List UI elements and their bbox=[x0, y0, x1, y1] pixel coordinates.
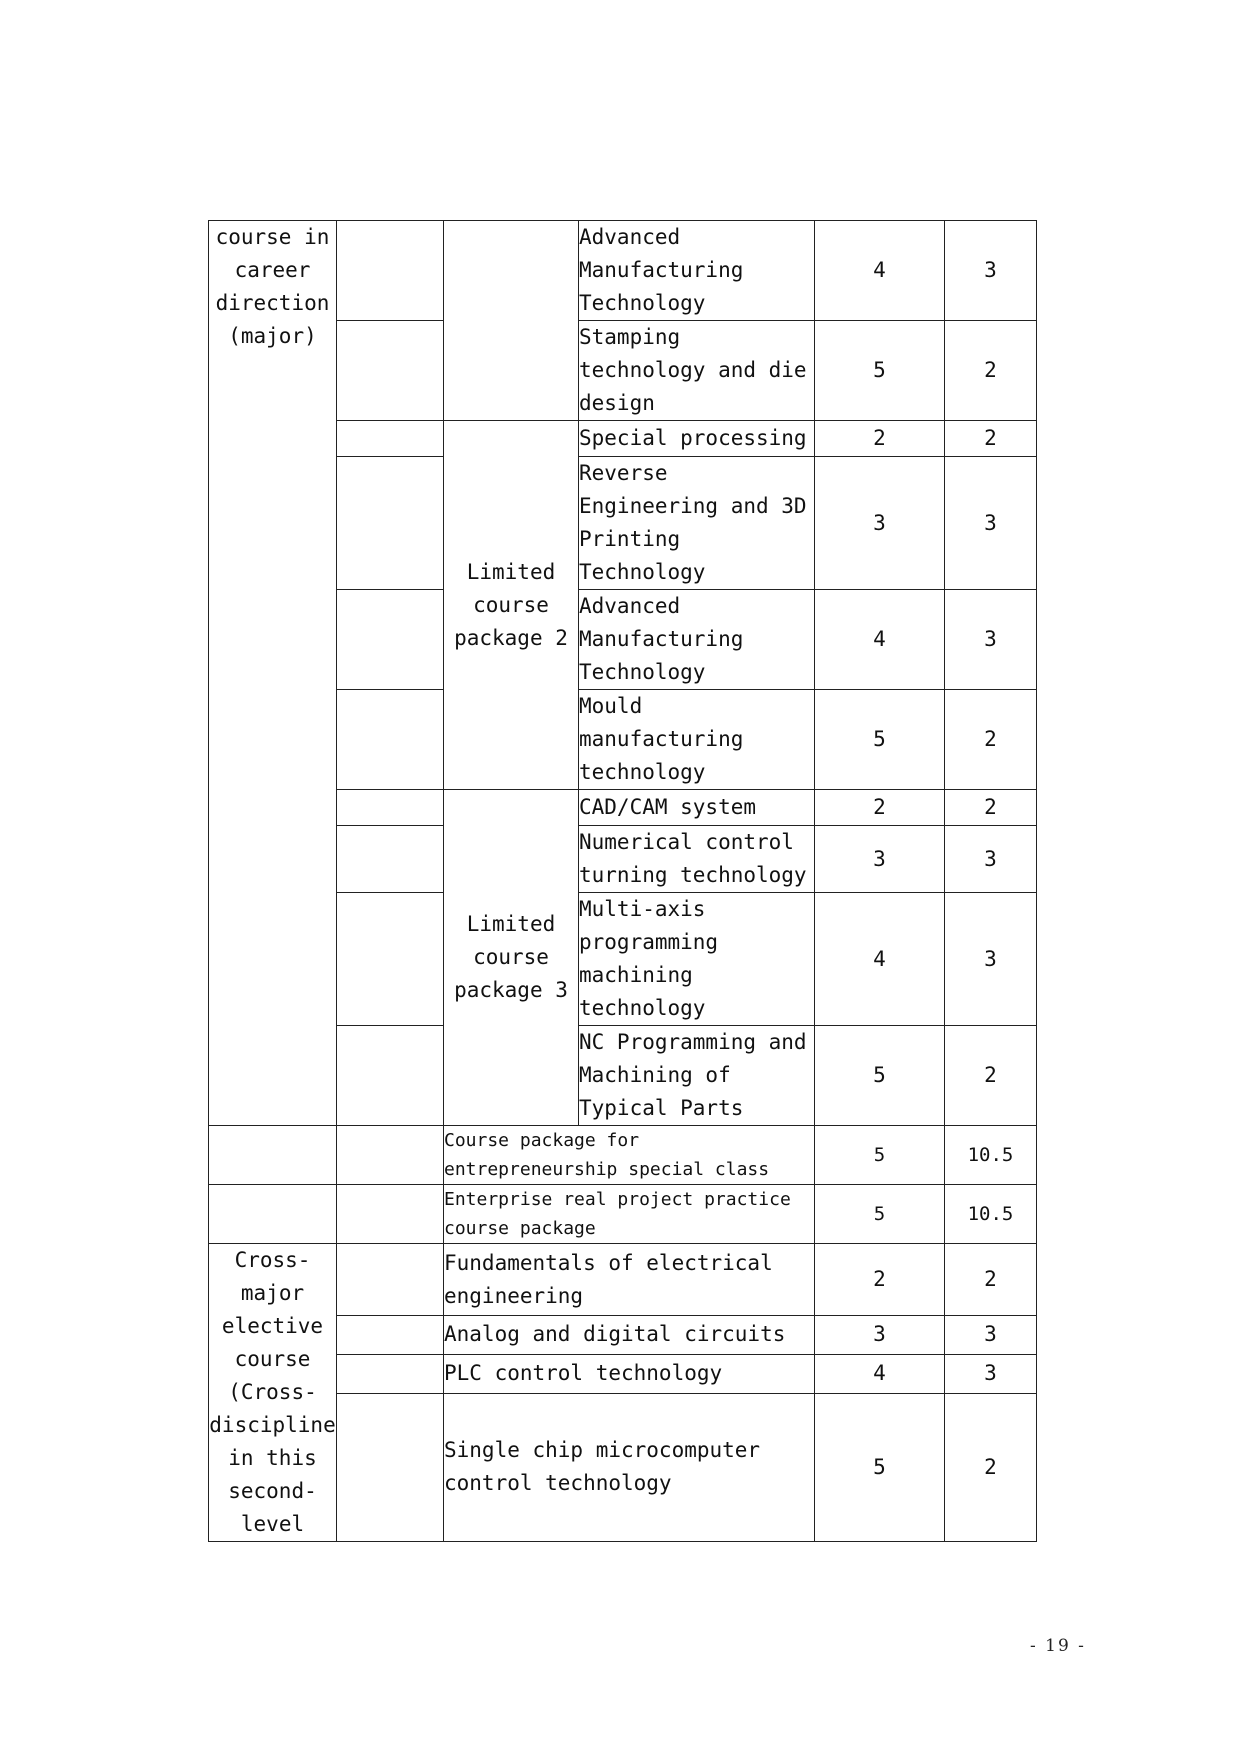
semester-value: 5 bbox=[815, 1026, 945, 1126]
table-row bbox=[209, 221, 1037, 321]
category-cross-major: Cross-major elective course (Cross-discipline in this second-level bbox=[209, 1244, 337, 1542]
semester-value: 5 bbox=[815, 1393, 945, 1541]
empty-cell bbox=[337, 790, 444, 826]
empty-cell bbox=[337, 1185, 444, 1244]
credits-value: 2 bbox=[945, 321, 1037, 421]
package-limited-2: Limited course package 2 bbox=[444, 421, 579, 790]
credits-value: 3 bbox=[945, 1354, 1037, 1393]
course-name: Stamping technology and die design bbox=[579, 321, 815, 421]
semester-value: 2 bbox=[815, 1244, 945, 1316]
credits-value: 2 bbox=[945, 1393, 1037, 1541]
semester-value: 3 bbox=[815, 457, 945, 590]
category-career-direction: course in career direction (major) bbox=[209, 221, 337, 1126]
empty-cell bbox=[337, 1126, 444, 1185]
credits-value: 3 bbox=[945, 893, 1037, 1026]
semester-value: 5 bbox=[815, 1185, 945, 1244]
table-row bbox=[209, 1126, 1037, 1185]
page-number: - 19 - bbox=[1030, 1636, 1086, 1656]
semester-value: 5 bbox=[815, 690, 945, 790]
semester-value: 2 bbox=[815, 790, 945, 826]
semester-value: 4 bbox=[815, 221, 945, 321]
empty-cell bbox=[337, 1316, 444, 1355]
credits-value: 2 bbox=[945, 690, 1037, 790]
empty-cell bbox=[337, 1354, 444, 1393]
course-name: Mould manufacturing technology bbox=[579, 690, 815, 790]
credits-value: 2 bbox=[945, 421, 1037, 457]
empty-cell bbox=[209, 1126, 337, 1185]
credits-value: 3 bbox=[945, 826, 1037, 893]
course-name: NC Programming and Machining of Typical Parts bbox=[579, 1026, 815, 1126]
empty-cell bbox=[337, 690, 444, 790]
credits-value: 3 bbox=[945, 457, 1037, 590]
semester-value: 4 bbox=[815, 893, 945, 1026]
table-row bbox=[209, 1185, 1037, 1244]
course-name: Analog and digital circuits bbox=[444, 1316, 815, 1355]
empty-cell bbox=[337, 321, 444, 421]
course-name: Advanced Manufacturing Technology bbox=[579, 221, 815, 321]
empty-cell bbox=[209, 1185, 337, 1244]
course-name: Enterprise real project practice course package bbox=[444, 1185, 815, 1244]
semester-value: 4 bbox=[815, 1354, 945, 1393]
semester-value: 5 bbox=[815, 321, 945, 421]
credits-value: 3 bbox=[945, 221, 1037, 321]
course-name: Special processing bbox=[579, 421, 815, 457]
course-name: Numerical control turning technology bbox=[579, 826, 815, 893]
table-row bbox=[209, 1244, 1037, 1316]
credits-value: 3 bbox=[945, 1316, 1037, 1355]
semester-value: 5 bbox=[815, 1126, 945, 1185]
empty-cell bbox=[337, 1393, 444, 1541]
empty-cell bbox=[337, 457, 444, 590]
semester-value: 3 bbox=[815, 826, 945, 893]
course-name: CAD/CAM system bbox=[579, 790, 815, 826]
empty-cell bbox=[337, 421, 444, 457]
empty-cell bbox=[444, 221, 579, 421]
credits-value: 2 bbox=[945, 790, 1037, 826]
credits-value: 2 bbox=[945, 1026, 1037, 1126]
empty-cell bbox=[337, 221, 444, 321]
course-name: Fundamentals of electrical engineering bbox=[444, 1244, 815, 1316]
empty-cell bbox=[337, 893, 444, 1026]
credits-value: 2 bbox=[945, 1244, 1037, 1316]
package-limited-3: Limited course package 3 bbox=[444, 790, 579, 1126]
course-table bbox=[208, 220, 1037, 1542]
empty-cell bbox=[337, 826, 444, 893]
empty-cell bbox=[337, 1026, 444, 1126]
course-name: Multi-axis programming machining technology bbox=[579, 893, 815, 1026]
course-name: PLC control technology bbox=[444, 1354, 815, 1393]
semester-value: 3 bbox=[815, 1316, 945, 1355]
course-name: Course package for entrepreneurship special class bbox=[444, 1126, 815, 1185]
course-name: Reverse Engineering and 3D Printing Technology bbox=[579, 457, 815, 590]
credits-value: 10.5 bbox=[945, 1185, 1037, 1244]
empty-cell bbox=[337, 590, 444, 690]
semester-value: 4 bbox=[815, 590, 945, 690]
empty-cell bbox=[337, 1244, 444, 1316]
course-name: Single chip microcomputer control technology bbox=[444, 1393, 815, 1541]
credits-value: 3 bbox=[945, 590, 1037, 690]
credits-value: 10.5 bbox=[945, 1126, 1037, 1185]
course-name: Advanced Manufacturing Technology bbox=[579, 590, 815, 690]
semester-value: 2 bbox=[815, 421, 945, 457]
